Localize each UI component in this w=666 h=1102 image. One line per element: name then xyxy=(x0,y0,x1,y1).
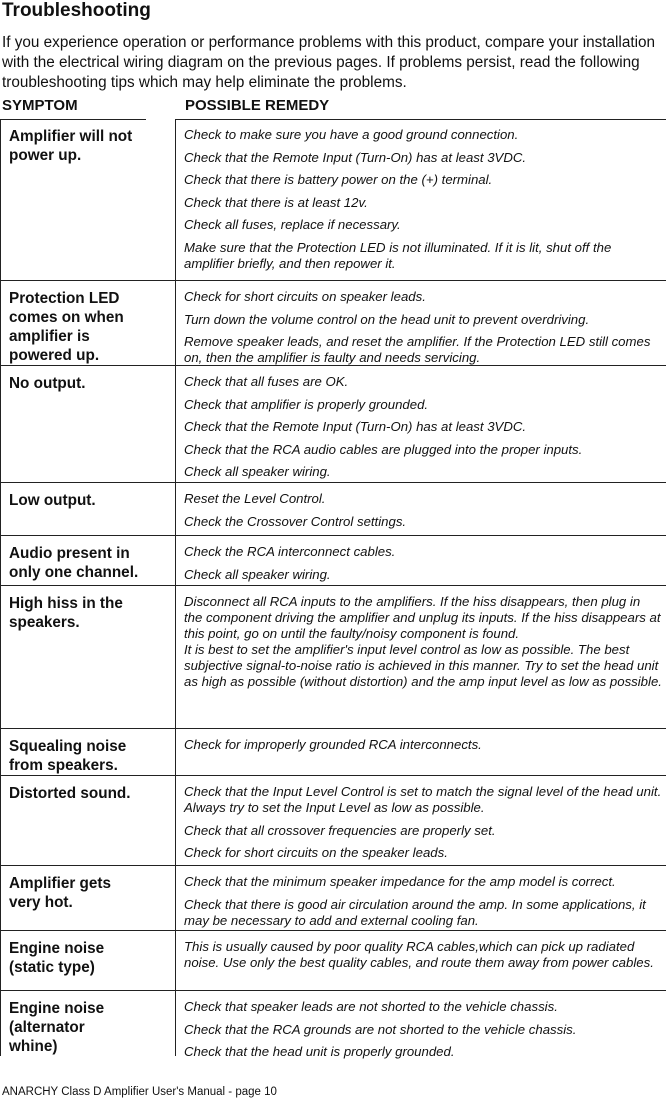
symptom-cell: High hiss in the speakers. xyxy=(0,586,176,728)
page-title: Troubleshooting xyxy=(2,0,151,21)
remedy-item: Check that the Input Level Control is set to match the signal level of the head unit. Always try to set the Input Level as low as possible. xyxy=(184,784,662,815)
remedy-item: Check that the head unit is properly grounded. xyxy=(184,1044,455,1059)
remedy-item: Check that the RCA audio cables are plugged into the proper inputs. xyxy=(184,441,583,457)
remedy-item: Check the RCA interconnect cables. xyxy=(184,544,396,559)
remedy-item: This is usually caused by poor quality RCA cables,which can pick up radiated noise. Use only the best quality cables, and route them away from power cables. xyxy=(184,939,654,970)
table-row xyxy=(0,585,666,728)
remedy-item: Remove speaker leads, and reset the amplifier. If the Protection LED still comes on, then the amplifier is faulty and needs servicing. xyxy=(184,334,651,365)
remedy-item: Check that all fuses are OK. xyxy=(184,374,349,389)
remedy-item: Check that all crossover frequencies are properly set. xyxy=(184,822,496,838)
table-row xyxy=(0,775,666,865)
remedy-cell xyxy=(176,729,666,775)
troubleshooting-table xyxy=(0,119,666,1059)
symptom-cell: Distorted sound. xyxy=(0,776,176,865)
remedy-item: Check for improperly grounded RCA interconnects. xyxy=(184,737,482,752)
symptom-cell: Protection LED comes on when amplifier is powered up. xyxy=(0,281,176,365)
remedy-item: Check that there is good air circulation around the amp. In some applications, it may be necessary to add and external cooling fan. xyxy=(184,896,646,928)
remedy-item: Check that the Remote Input (Turn-On) has at least 3VDC. xyxy=(184,419,527,434)
remedy-item: Check that there is at least 12v. xyxy=(184,194,368,210)
remedy-item: Check that the RCA grounds are not shorted to the vehicle chassis. xyxy=(184,1021,577,1037)
remedy-item: Check that amplifier is properly grounded. xyxy=(184,396,429,412)
remedy-item: Check the Crossover Control settings. xyxy=(184,513,407,529)
symptom-cell: Amplifier will not power up. xyxy=(0,119,176,280)
symptom-cell: Squealing noise from speakers. xyxy=(0,729,176,775)
symptom-cell: Low output. xyxy=(0,483,176,535)
symptom-cell: Amplifier gets very hot. xyxy=(0,866,176,930)
remedy-cell xyxy=(176,586,666,728)
symptom-header: SYMPTOM xyxy=(2,97,78,114)
table-row xyxy=(0,990,666,1059)
remedy-item: It is best to set the amplifier's input level control as low as possible. The best subjective signal-to-noise ratio is achieved in this manner. Try to set the head unit as high as possible (without distortion) and the amp input level as low as possible. xyxy=(184,642,662,689)
page-footer: ANARCHY Class D Amplifier User's Manual - page 10 xyxy=(2,1086,277,1098)
table-row xyxy=(0,865,666,930)
remedy-cell xyxy=(176,119,666,280)
remedy-item: Check that the minimum speaker impedance for the amp model is correct. xyxy=(184,874,616,889)
symptom-cell: No output. xyxy=(0,366,176,482)
remedy-cell xyxy=(176,991,666,1059)
remedy-item: Check all speaker wiring. xyxy=(184,566,331,582)
remedy-cell xyxy=(176,483,666,535)
remedy-header: POSSIBLE REMEDY xyxy=(185,97,330,114)
remedy-cell xyxy=(176,776,666,865)
table-row xyxy=(0,365,666,482)
remedy-cell xyxy=(176,931,666,990)
symptom-cell: Engine noise (static type) xyxy=(0,931,176,990)
intro-paragraph: If you experience operation or performance problems with this product, compare your installation with the electrical wiring diagram on the previous pages. If problems persist, read the following troubleshooting tips which may help eliminate the problems. xyxy=(2,34,656,91)
remedy-cell xyxy=(176,281,666,365)
remedy-cell xyxy=(176,536,666,585)
remedy-cell xyxy=(176,866,666,930)
remedy-item: Disconnect all RCA inputs to the amplifiers. If the hiss disappears, then plug in the component driving the amplifier and unplug its inputs. If the hiss disappears at this point, go on until the faulty/noisy component is found. xyxy=(184,594,661,641)
remedy-item: Check that there is battery power on the (+) terminal. xyxy=(184,172,493,187)
remedy-item: Turn down the volume control on the head unit to prevent overdriving. xyxy=(184,311,590,327)
remedy-cell xyxy=(176,366,666,482)
remedy-item: Check that the Remote Input (Turn-On) has at least 3VDC. xyxy=(184,149,527,165)
remedy-item: Reset the Level Control. xyxy=(184,491,326,506)
remedy-item: Check all speaker wiring. xyxy=(184,464,331,479)
table-row xyxy=(0,930,666,990)
table-row xyxy=(0,728,666,775)
remedy-item: Check all fuses, replace if necessary. xyxy=(184,217,401,232)
table-row xyxy=(0,482,666,535)
table-row xyxy=(0,119,666,280)
table-row xyxy=(0,280,666,365)
symptom-cell: Audio present in only one channel. xyxy=(0,536,176,585)
remedy-item: Check for short circuits on speaker leads. xyxy=(184,289,426,304)
remedy-item: Check that speaker leads are not shorted to the vehicle chassis. xyxy=(184,999,558,1014)
table-row xyxy=(0,535,666,585)
remedy-item: Check to make sure you have a good ground connection. xyxy=(184,127,519,142)
remedy-item: Make sure that the Protection LED is not illuminated. If it is lit, shut off the amplifier briefly, and then repower it. xyxy=(184,239,612,271)
symptom-cell: Engine noise (alternator whine) xyxy=(0,991,176,1056)
remedy-item: Check for short circuits on the speaker leads. xyxy=(184,845,448,860)
